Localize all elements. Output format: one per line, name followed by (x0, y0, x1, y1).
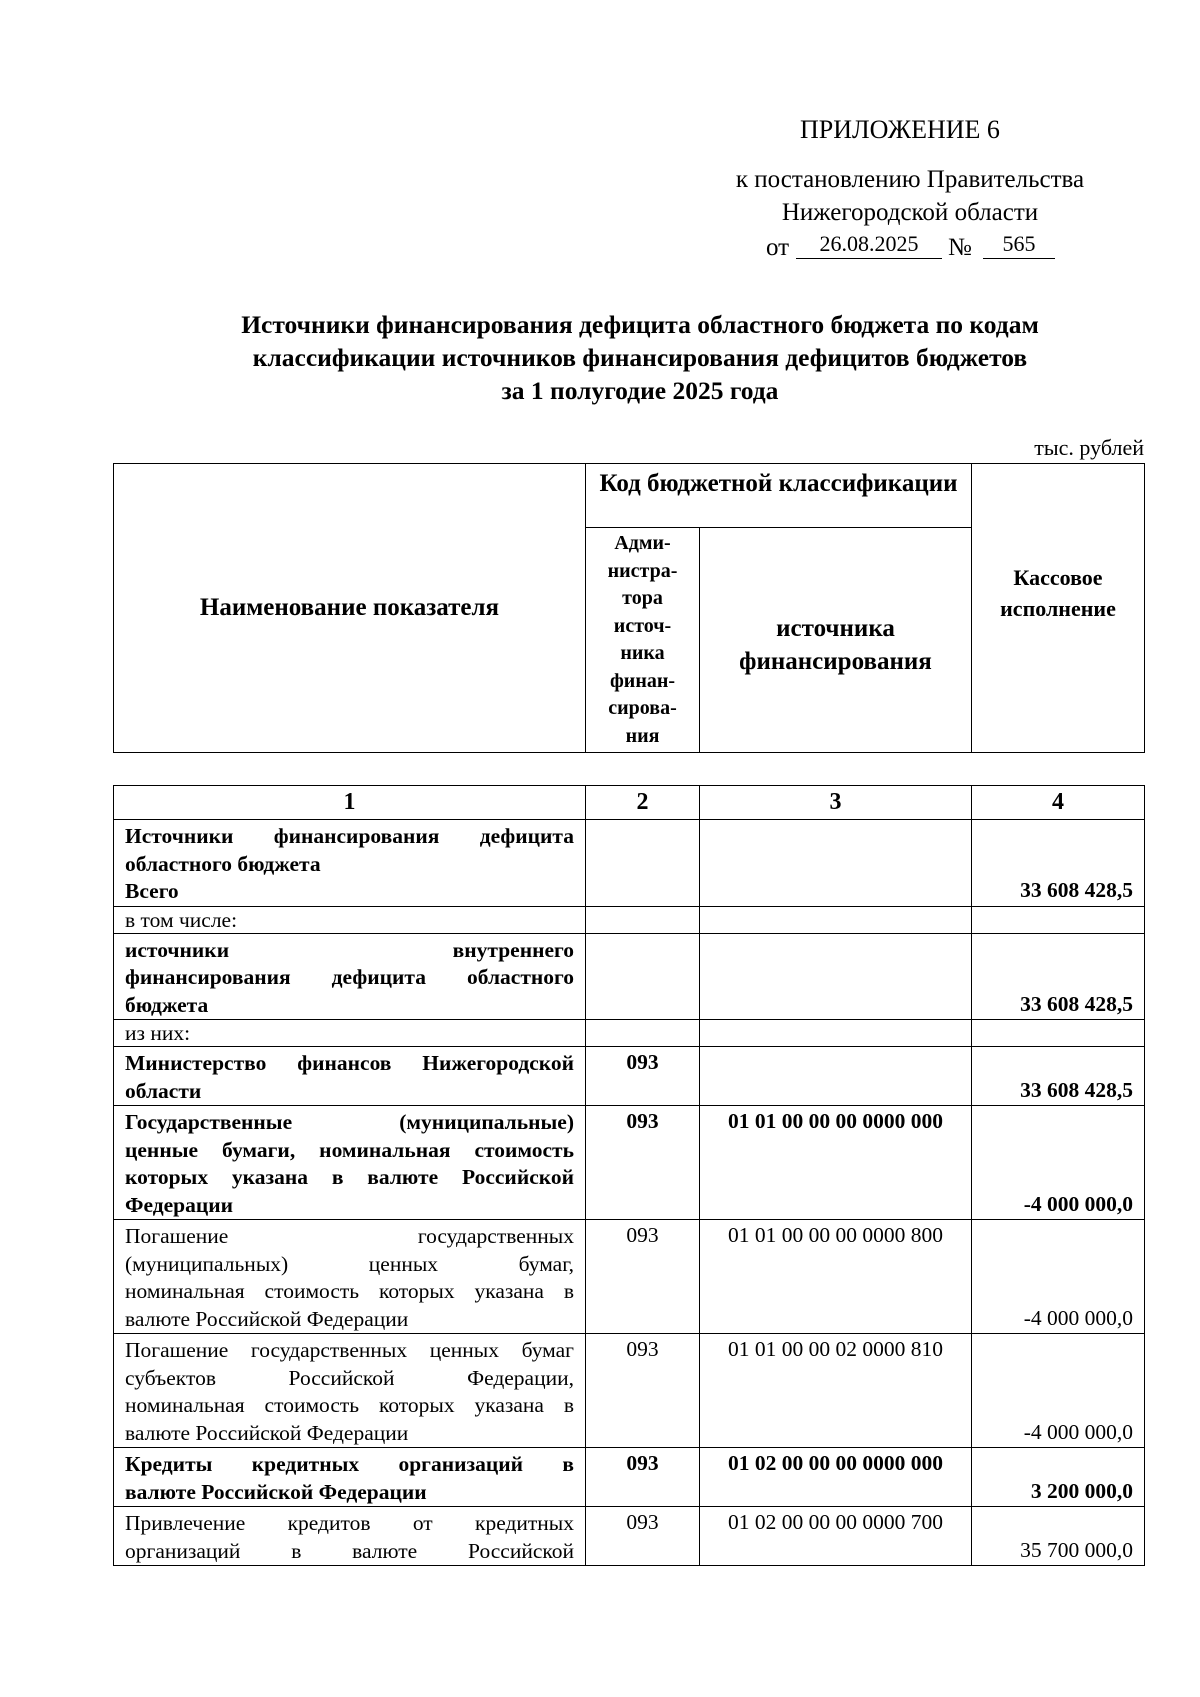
source-code (700, 820, 972, 907)
indicator-name: Погашение государственных (муниципальных) ценных бумаг, номинальная стоимость которых указана в валюте Российской Федерации (114, 1220, 586, 1334)
table-row (114, 1220, 1145, 1334)
cash-amount: -4 000 000,0 (972, 1220, 1145, 1334)
admin-code (586, 933, 700, 1020)
admin-code: 093 (586, 1220, 700, 1334)
cash-amount: 33 608 428,5 (972, 820, 1145, 907)
title-line-2: классификации источников финансирования дефицитов бюджетов (252, 343, 1028, 372)
column-number: 2 (586, 786, 700, 820)
header-name-cell: Наименование показателя (114, 464, 586, 753)
decree-number: 565 (983, 230, 1055, 259)
decree-line-2: Нижегородской области (781, 199, 1039, 226)
source-code (700, 933, 972, 1020)
cash-amount: -4 000 000,0 (972, 1334, 1145, 1448)
indicator-name: Государственные (муниципальные) ценные бумаги, номинальная стоимость которых указана в валюте Российской Федерации (114, 1106, 586, 1220)
source-code: 01 01 00 00 02 0000 810 (700, 1334, 972, 1448)
data-table (113, 785, 1145, 1566)
table-row (114, 906, 1145, 933)
title-line-1: Источники финансирования дефицита областного бюджета по кодам (241, 310, 1039, 339)
column-number: 1 (114, 786, 586, 820)
appendix-label: ПРИЛОЖЕНИЕ 6 (800, 115, 1000, 144)
table-row (114, 1106, 1145, 1220)
indicator-name: из них: (114, 1020, 586, 1047)
cash-amount (972, 906, 1145, 933)
cash-amount: 33 608 428,5 (972, 1047, 1145, 1106)
admin-code (586, 906, 700, 933)
table-row (114, 820, 1145, 907)
column-number-row (114, 786, 1145, 820)
admin-code: 093 (586, 1106, 700, 1220)
header-admin-cell: Адми- нистра- тора источ- ника финан- сирова- ния (586, 528, 700, 753)
source-code (700, 1020, 972, 1047)
document-title (100, 308, 1180, 407)
cash-amount: 3 200 000,0 (972, 1448, 1145, 1507)
table-header (113, 463, 1145, 753)
title-line-3: за 1 полугодие 2025 года (501, 376, 779, 405)
indicator-name: Источники финансирования дефицита областного бюджета Всего (114, 820, 586, 907)
cash-amount: -4 000 000,0 (972, 1106, 1145, 1220)
admin-code (586, 820, 700, 907)
decree-date: 26.08.2025 (796, 230, 942, 259)
cash-amount (972, 1020, 1145, 1047)
source-code: 01 01 00 00 00 0000 800 (700, 1220, 972, 1334)
cash-amount: 35 700 000,0 (972, 1507, 1145, 1566)
column-number: 4 (972, 786, 1145, 820)
indicator-name: Погашение государственных ценных бумаг субъектов Российской Федерации, номинальная стоимость которых указана в валюте Российской Федерации (114, 1334, 586, 1448)
source-code: 01 01 00 00 00 0000 000 (700, 1106, 972, 1220)
admin-code: 093 (586, 1334, 700, 1448)
header-source-cell: источника финансирования (700, 528, 972, 753)
table-row (114, 1448, 1145, 1507)
indicator-name: в том числе: (114, 906, 586, 933)
header-code-group: Код бюджетной классификации (586, 464, 972, 528)
table-row (114, 1047, 1145, 1106)
decree-date-line (0, 230, 1200, 264)
decree-line-1: к постановлению Правительства (735, 166, 1085, 193)
source-code (700, 906, 972, 933)
table-row (114, 1020, 1145, 1047)
source-code: 01 02 00 00 00 0000 700 (700, 1507, 972, 1566)
admin-code: 093 (586, 1047, 700, 1106)
table-row (114, 933, 1145, 1020)
cash-amount: 33 608 428,5 (972, 933, 1145, 1020)
table-row (114, 1334, 1145, 1448)
source-code: 01 02 00 00 00 0000 000 (700, 1448, 972, 1507)
indicator-name: Министерство финансов Нижегородской области (114, 1047, 586, 1106)
table-row (114, 1507, 1145, 1566)
unit-label: тыс. рублей (1034, 435, 1144, 460)
indicator-name: Привлечение кредитов от кредитных организаций в валюте Российской (114, 1507, 586, 1566)
indicator-name: Кредиты кредитных организаций в валюте Российской Федерации (114, 1448, 586, 1507)
header-cash-cell: Кассовое исполнение (972, 464, 1145, 753)
admin-code: 093 (586, 1448, 700, 1507)
column-number: 3 (700, 786, 972, 820)
decree-number-sign: № (948, 234, 972, 261)
decree-from-label: от (766, 234, 790, 261)
admin-code (586, 1020, 700, 1047)
source-code (700, 1047, 972, 1106)
indicator-name: источники внутреннего финансирования дефицита областного бюджета (114, 933, 586, 1020)
admin-code: 093 (586, 1507, 700, 1566)
